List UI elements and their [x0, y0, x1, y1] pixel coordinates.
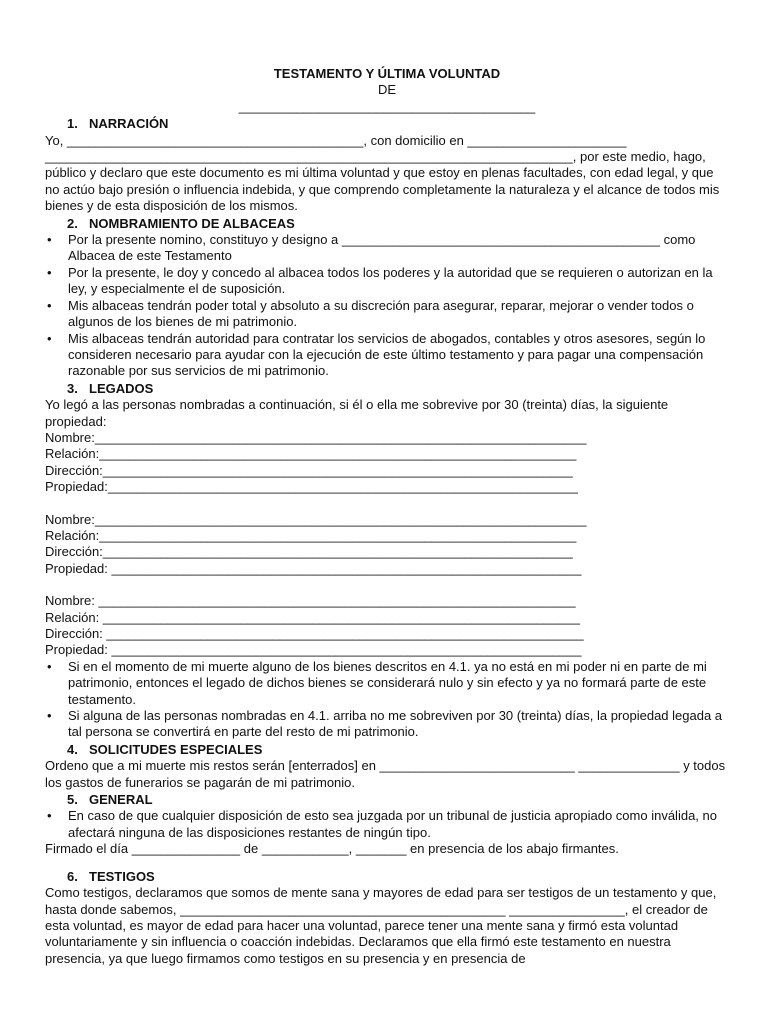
document-title: TESTAMENTO Y ÚLTIMA VOLUNTAD — [273, 66, 501, 81]
section-number: 4. — [67, 741, 78, 757]
beneficiary-name-field: Nombre:____________________________________________________________________ — [45, 429, 587, 445]
list-item: • Mis albaceas tendrán autoridad para contratar los servicios de abogados, contables y otros asesores, según lo consideren necesario para ayudar con la ejecución de este último testamento y para pagar una compensación razonable por sus servicios de mi patrimonio. — [45, 331, 729, 380]
list-item: • En caso de que cualquier disposición de esto sea juzgada por un tribunal de justicia apropiado como inválida, no afectará ninguna de las disposiciones restantes de ningún tipo. — [45, 808, 729, 841]
beneficiary-relation-field: Relación: __________________________________________________________________ — [45, 609, 580, 625]
beneficiary-block-2 — [45, 512, 729, 578]
legados-list — [45, 659, 729, 741]
signed-date-line: Firmado el día _______________ de ____________, _______ en presencia de los abajo firmantes. — [45, 841, 619, 857]
beneficiary-block-3 — [45, 593, 729, 659]
beneficiary-name-field: Nombre: __________________________________________________________________ — [45, 593, 576, 609]
beneficiary-address-field: Dirección:_________________________________________________________________ — [45, 462, 573, 478]
beneficiary-property-field: Propiedad:_________________________________________________________________ — [45, 479, 578, 495]
document-de: DE — [377, 82, 397, 98]
section-number: 6. — [67, 868, 78, 884]
section-title: SOLICITUDES ESPECIALES — [89, 741, 263, 757]
section-heading-narracion — [67, 116, 729, 132]
beneficiary-address-field: Dirección: __________________________________________________________________ — [45, 626, 584, 641]
spacer — [45, 858, 729, 868]
list-item: • Mis albaceas tendrán poder total y absoluto a su discreción para asegurar, reparar, mejorar o vender todos o algunos de los bienes de mi patrimonio. — [45, 298, 729, 331]
section-title: NARRACIÓN — [89, 116, 169, 132]
list-item: • Si alguna de las personas nombradas en 4.1. arriba no me sobreviven por 30 (treinta) días, la propiedad legada a tal persona se convertirá en parte del resto de mi patrimonio. — [45, 708, 729, 741]
general-list — [45, 808, 729, 841]
narration-paragraph: _________________________________________________________________________, por este medio, hago, público y declaro que este documento es mi última voluntad y que estoy en plenas facultades, con edad legal, y que no actúo bajo presión o influencia indebida, y que comprendo completamente la naturaleza y el alcance de todos mis bienes y de esta disposición de los mismos. — [45, 149, 720, 214]
beneficiary-relation-field: Relación:__________________________________________________________________ — [45, 446, 577, 462]
solicitudes-paragraph: Ordeno que a mi muerte mis restos serán [enterrados] en ___________________________ ______________ y todos los gastos de funerarios se pagarán de mi patrimonio. — [45, 758, 726, 790]
section-heading-legados — [67, 381, 729, 397]
section-number: 2. — [67, 215, 78, 231]
section-heading-general — [67, 792, 729, 808]
albaceas-list — [45, 232, 729, 380]
beneficiary-relation-field: Relación:__________________________________________________________________ — [45, 527, 577, 543]
narration-line-1: Yo, _________________________________________, con domicilio en ______________________ — [45, 132, 627, 148]
beneficiary-block-1 — [45, 430, 729, 496]
legados-intro: Yo legó a las personas nombradas a continuación, si él o ella me sobrevive por 30 (treinta) días, la siguiente propiedad: — [45, 397, 669, 429]
beneficiary-property-field: Propiedad: _________________________________________________________________ — [45, 642, 582, 658]
spacer — [45, 496, 729, 512]
list-item: • Si en el momento de mi muerte alguno de los bienes descritos en 4.1. ya no está en mi poder ni en parte de mi patrimonio, entonces el legado de dichos bienes se considerará nulo y sin efecto y ya no formará parte de este testamento. — [45, 659, 729, 708]
will-document — [45, 66, 729, 967]
section-heading-solicitudes — [67, 742, 729, 758]
section-heading-testigos — [67, 869, 729, 885]
beneficiary-address-field: Dirección:_________________________________________________________________ — [45, 544, 573, 560]
section-title: GENERAL — [89, 792, 153, 808]
section-number: 1. — [67, 116, 78, 132]
section-title: TESTIGOS — [89, 868, 155, 884]
section-title: LEGADOS — [89, 380, 154, 396]
section-title: NOMBRAMIENTO DE ALBACEAS — [89, 215, 295, 231]
beneficiary-name-field: Nombre:____________________________________________________________________ — [45, 511, 587, 527]
section-number: 3. — [67, 380, 78, 396]
testator-name-line: _________________________________________ — [238, 98, 536, 114]
section-number: 5. — [67, 792, 78, 808]
beneficiary-property-field: Propiedad: _________________________________________________________________ — [45, 560, 582, 576]
testigos-paragraph: Como testigos, declaramos que somos de mente sana y mayores de edad para ser testigos de un testamento y que, hasta donde sabemos, _____________________________________________ ________________, el creador de esta voluntad, es mayor de edad para hacer una voluntad, parece tener una mente sana y firmó esta voluntad voluntariamente y sin influencia o coacción indebidas. Declaramos que ella firmó este testamento en nuestra presencia, ya que luego firmamos como testigos en su presencia y en presencia de — [45, 885, 717, 966]
list-item: • Por la presente nomino, constituyo y designo a ____________________________________________ como Albacea de este Testamento — [45, 232, 729, 265]
section-heading-albaceas — [67, 216, 729, 232]
spacer — [45, 577, 729, 593]
list-item: • Por la presente, le doy y concedo al albacea todos los poderes y la autoridad que se requieren o autorizan en la ley, y especialmente el de suposición. — [45, 265, 729, 298]
